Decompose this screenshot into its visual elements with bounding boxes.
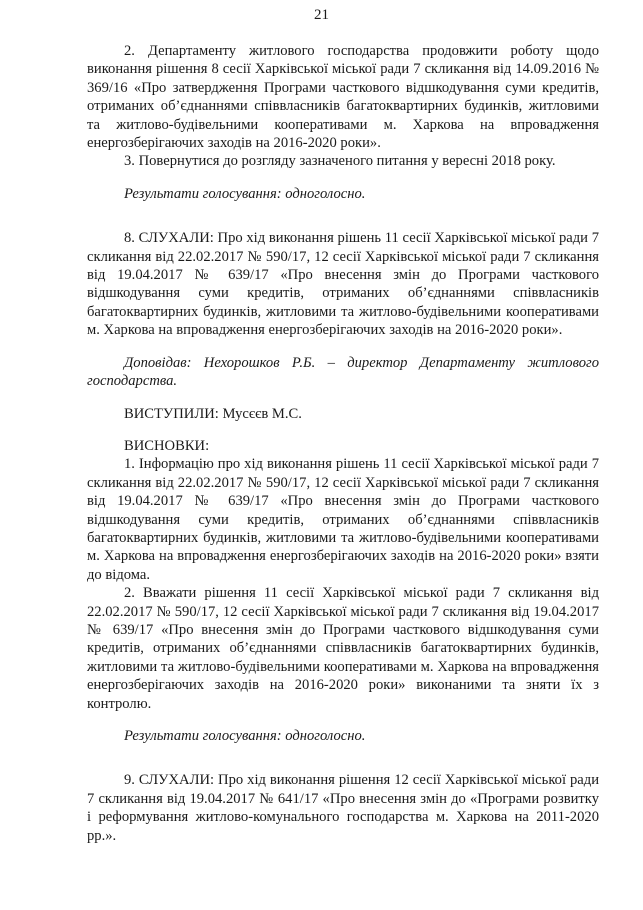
conclusion-item-2: 2. Вважати рішення 11 сесії Харківської міської ради 7 скликання від 22.02.2017 № 590/17, 12 сесії Харківської міської ради 7 скликання від 19.04.2017 № 639/17 «Про внесення змін до Програми часткового відшкодування суми кредитів, отриманих об’єднаннями співвласників багатоквартирних будинків, житловими та житлово-будівельними кооперативами м. Харкова на впровадження енергозберігаючих заходів на 2016-2020 роки» виконаними та зняти їх з контролю. <box>87 585 599 712</box>
conclusions-heading: ВИСНОВКИ: <box>124 437 210 454</box>
spacer <box>87 713 599 727</box>
paragraph-item-2: 2. Департаменту житлового господарства продовжити роботу щодо виконання рішення 8 сесії Харківської міської ради 7 скликання від 14.09.2016 № 369/16 «Про затвердження Програми часткового відшкодування суми кредитів, отриманих об’єднаннями співвласників багатоквартирних будинків, житловими та житлово-будівельними кооперативами м. Харкова на впровадження енергозберігаючих заходів на 2016-2020 роки». <box>87 43 599 152</box>
page-number: 21 <box>314 7 329 23</box>
speakers-line: ВИСТУПИЛИ: Мусєєв М.С. <box>124 405 302 422</box>
spacer <box>87 745 599 771</box>
spacer <box>87 423 599 437</box>
paragraph-item-3: 3. Повернутися до розгляду зазначеного питання у вересні 2018 року. <box>124 153 556 170</box>
voting-result: Результати голосування: одноголосно. <box>124 185 366 202</box>
heard-item-9: 9. СЛУХАЛИ: Про хід виконання рішення 12 сесії Харківської міської ради 7 скликання від 19.04.2017 № 641/17 «Про внесення змін до «Програми розвитку і реформування житлово-комунального господарства м. Харкова на 2011-2020 рр.». <box>87 772 599 844</box>
heard-item-8: 8. СЛУХАЛИ: Про хід виконання рішень 11 сесії Харківської міської ради 7 скликання від 22.02.2017 № 590/17, 12 сесії Харківської міської ради 7 скликання від 19.04.2017 № 639/17 «Про внесення змін до Програми часткового відшкодування суми кредитів, отриманих об’єднаннями співвласників багатоквартирних будинків, житловими та житлово-будівельними кооперативами м. Харкова на впровадження енергозберігаючих заходів на 2016-2020 роки». <box>87 230 599 339</box>
conclusion-item-1: 1. Інформацію про хід виконання рішень 11 сесії Харківської міської ради 7 скликання від 22.02.2017 № 590/17, 12 сесії Харківської міської ради 7 скликання від 19.04.2017 № 639/17 «Про внесення змін до Програми часткового відшкодування суми кредитів, отриманих об’єднаннями співвласників багатоквартирних будинків, житловими та житлово-будівельними кооперативами м. Харкова на впровадження енергозберігаючих заходів на 2016-2020 роки» взяти до відома. <box>87 456 599 583</box>
spacer <box>87 203 599 229</box>
spacer <box>87 171 599 185</box>
spacer <box>87 340 599 354</box>
voting-result: Результати голосування: одноголосно. <box>124 728 366 744</box>
page-content <box>87 42 599 845</box>
speaker-note: Доповідав: Нехорошков Р.Б. – директор Департаменту житлового господарства. <box>87 354 599 390</box>
spacer <box>87 391 599 405</box>
